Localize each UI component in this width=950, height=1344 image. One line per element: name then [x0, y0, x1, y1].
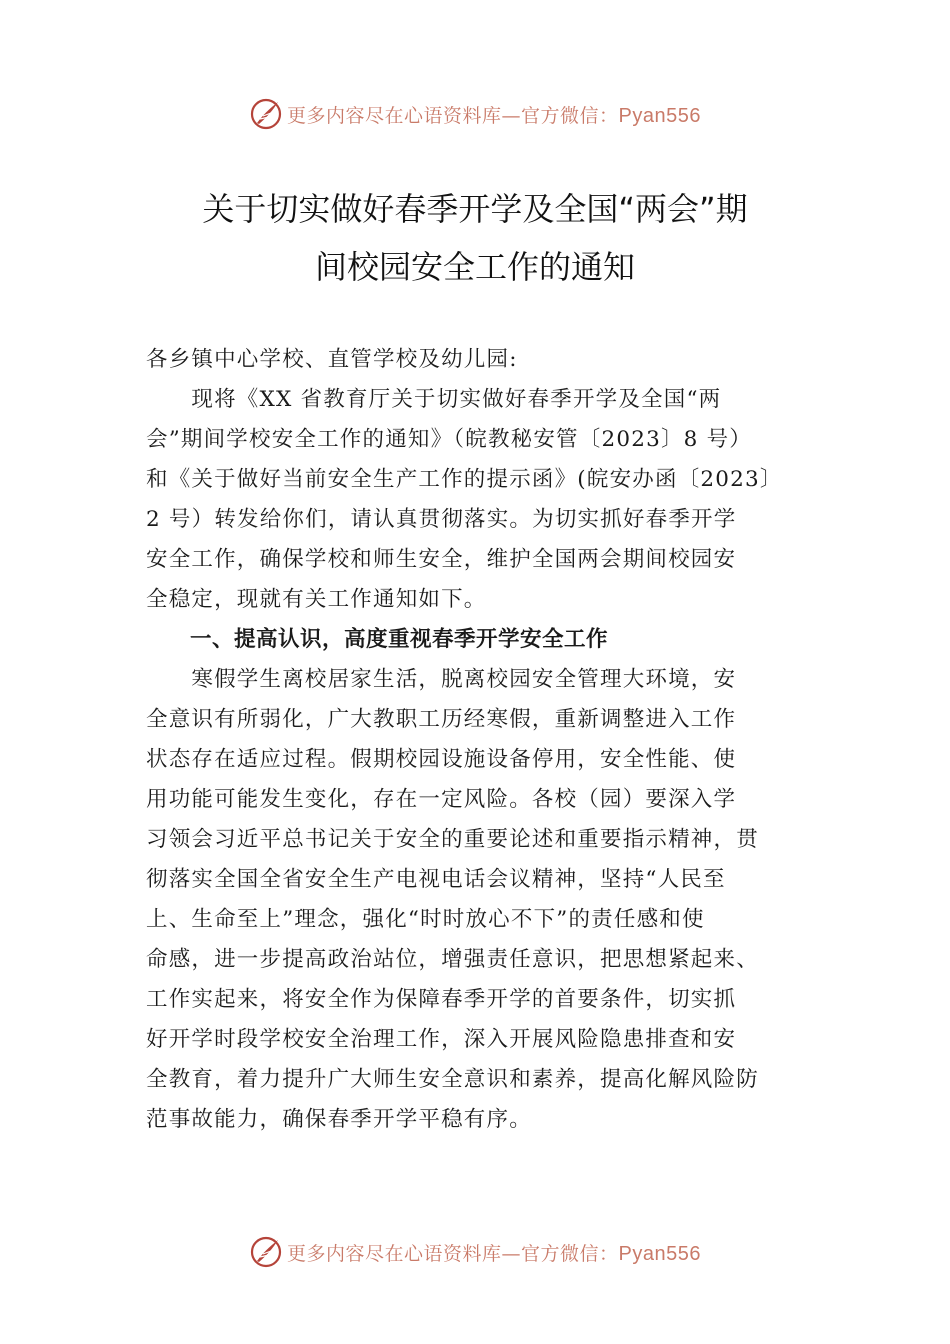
- paragraph-line: 现将《XX 省教育厅关于切实做好春季开学及全国“两: [146, 387, 722, 412]
- paragraph-line: 用功能可能发生变化，存在一定风险。各校（园）要深入学: [146, 787, 737, 812]
- paragraph-line: 和《关于做好当前安全生产工作的提示函》(皖安办函〔2023〕: [146, 467, 783, 492]
- wechat-id: Pyan556: [618, 1242, 701, 1265]
- document-title: [0, 180, 950, 296]
- paragraph-line: 寒假学生离校居家生活，脱离校园安全管理大环境，安: [146, 667, 737, 692]
- paragraph-line: 彻落实全国全省安全生产电视电话会议精神，坚持“人民至: [146, 867, 726, 892]
- title-line: 间校园安全工作的通知: [314, 248, 635, 286]
- watermark-text: [287, 1239, 701, 1266]
- feather-seal-logo-icon: [249, 97, 283, 131]
- paragraph-line: 全教育，着力提升广大师生安全意识和素养，提高化解风险防: [146, 1067, 759, 1092]
- document-body: [146, 340, 822, 1140]
- watermark-label: 更多内容尽在心语资料库—官方微信：: [287, 104, 619, 127]
- paragraph-line: 工作实起来，将安全作为保障春季开学的首要条件，切实抓: [146, 987, 737, 1012]
- footer-watermark: [0, 1232, 950, 1272]
- paragraph-2: [146, 660, 822, 1140]
- watermark-label: 更多内容尽在心语资料库—官方微信：: [287, 1242, 619, 1265]
- paragraph-line: 命感，进一步提高政治站位，增强责任意识，把思想紧起来、: [146, 947, 759, 972]
- paragraph-line: 状态存在适应过程。假期校园设施设备停用，安全性能、使: [146, 747, 737, 772]
- paragraph-line: 全稳定，现就有关工作通知如下。: [146, 587, 487, 612]
- paragraph-line: 2 号）转发给你们，请认真贯彻落实。为切实抓好春季开学: [146, 507, 737, 532]
- watermark-text: [287, 101, 701, 128]
- paragraph-line: 范事故能力，确保春季开学平稳有序。: [146, 1107, 532, 1132]
- paragraph-line: 好开学时段学校安全治理工作，深入开展风险隐患排查和安: [146, 1027, 737, 1052]
- paragraph-line: 全意识有所弱化，广大教职工历经寒假，重新调整进入工作: [146, 707, 737, 732]
- wechat-id: Pyan556: [618, 104, 701, 127]
- paragraph-1: [146, 380, 822, 620]
- paragraph-line: 习领会习近平总书记关于安全的重要论述和重要指示精神，贯: [146, 827, 759, 852]
- section-heading-1: 一、提高认识，高度重视春季开学安全工作: [146, 627, 609, 652]
- paragraph-line: 会”期间学校安全工作的通知》（皖教秘安管〔2023〕8 号）: [146, 427, 752, 452]
- header-watermark: [0, 94, 950, 134]
- feather-seal-logo-icon: [249, 1235, 283, 1269]
- paragraph-line: 上、生命至上”理念，强化“时时放心不下”的责任感和使: [146, 907, 705, 932]
- salutation: 各乡镇中心学校、直管学校及幼儿园:: [146, 347, 518, 372]
- title-line: 关于切实做好春季开学及全国“两会”期: [202, 190, 748, 228]
- paragraph-line: 安全工作，确保学校和师生安全，维护全国两会期间校园安: [146, 547, 737, 572]
